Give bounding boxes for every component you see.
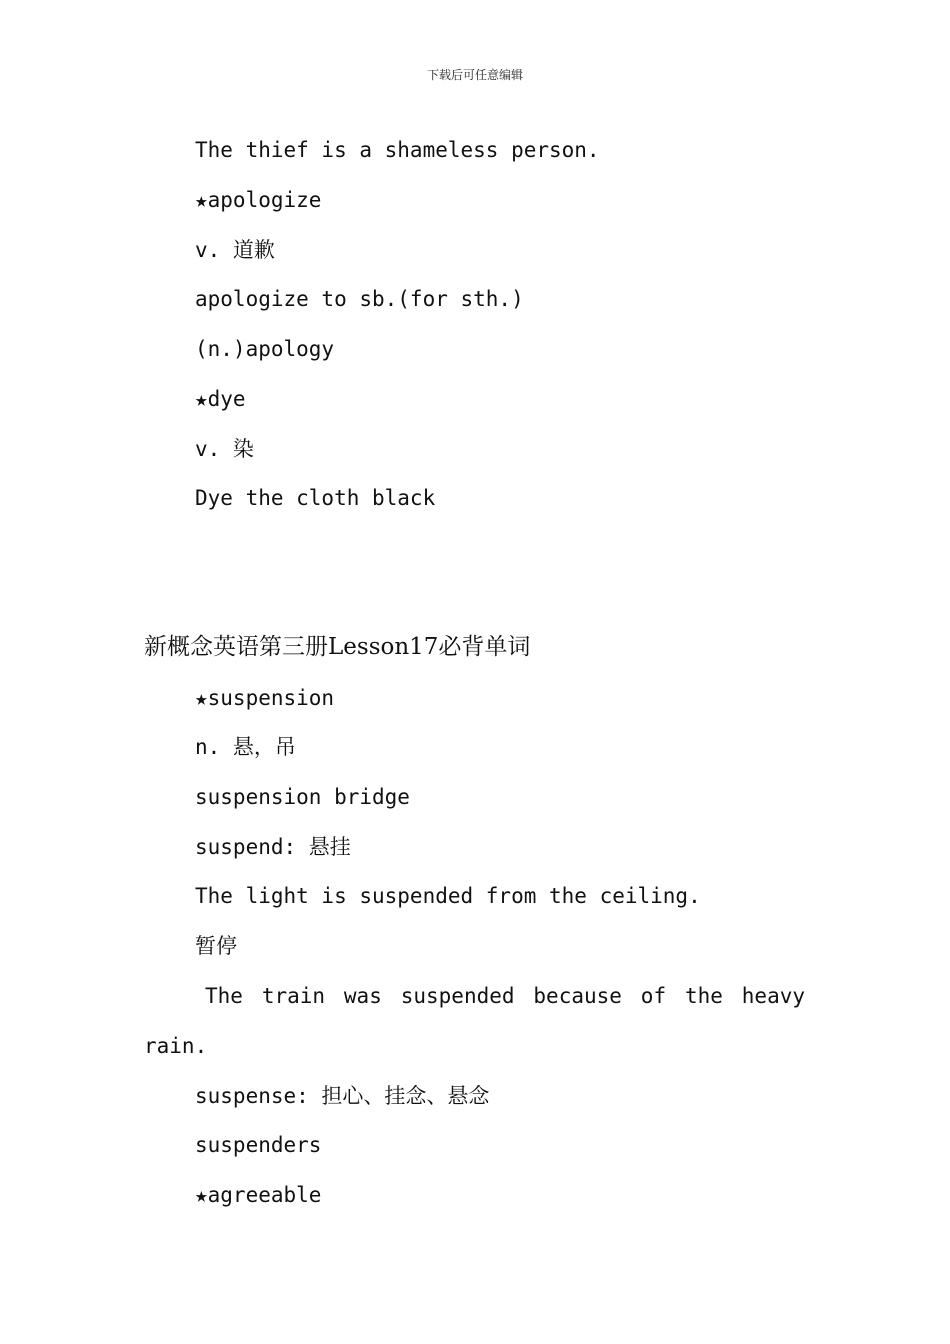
vocab-usage: suspension bridge: [195, 785, 410, 809]
vocab-derivative: suspenders: [195, 1133, 322, 1157]
vocab-definition: 暂停: [195, 934, 237, 958]
vocab-usage: apologize to sb.(for sth.): [195, 287, 524, 311]
vocab-term: ★suspension: [195, 686, 335, 710]
vocab-definition: n. 悬，吊: [195, 735, 296, 759]
vocab-term: ★agreeable: [195, 1183, 322, 1207]
vocab-term: ★dye: [195, 387, 246, 411]
example-sentence-continued: rain.: [144, 1034, 208, 1058]
example-sentence: The light is suspended from the ceiling.: [195, 884, 701, 908]
vocab-definition: v. 道歉: [195, 238, 275, 262]
page-header: 下载后可任意编辑: [426, 68, 523, 82]
example-sentence: The thief is a shameless person.: [195, 138, 600, 162]
vocab-definition: v. 染: [195, 437, 254, 461]
example-sentence: Dye the cloth black: [195, 486, 436, 510]
lesson-heading: 新概念英语第三册Lesson17必背单词: [144, 634, 531, 660]
vocab-term: ★apologize: [195, 188, 322, 212]
vocab-derivative: suspense: 担心、挂念、悬念: [195, 1084, 490, 1108]
vocab-derivative: (n.)apology: [195, 337, 335, 361]
example-sentence: The train was suspended because of the heavy: [205, 984, 805, 1008]
vocab-derivative: suspend: 悬挂: [195, 835, 351, 859]
